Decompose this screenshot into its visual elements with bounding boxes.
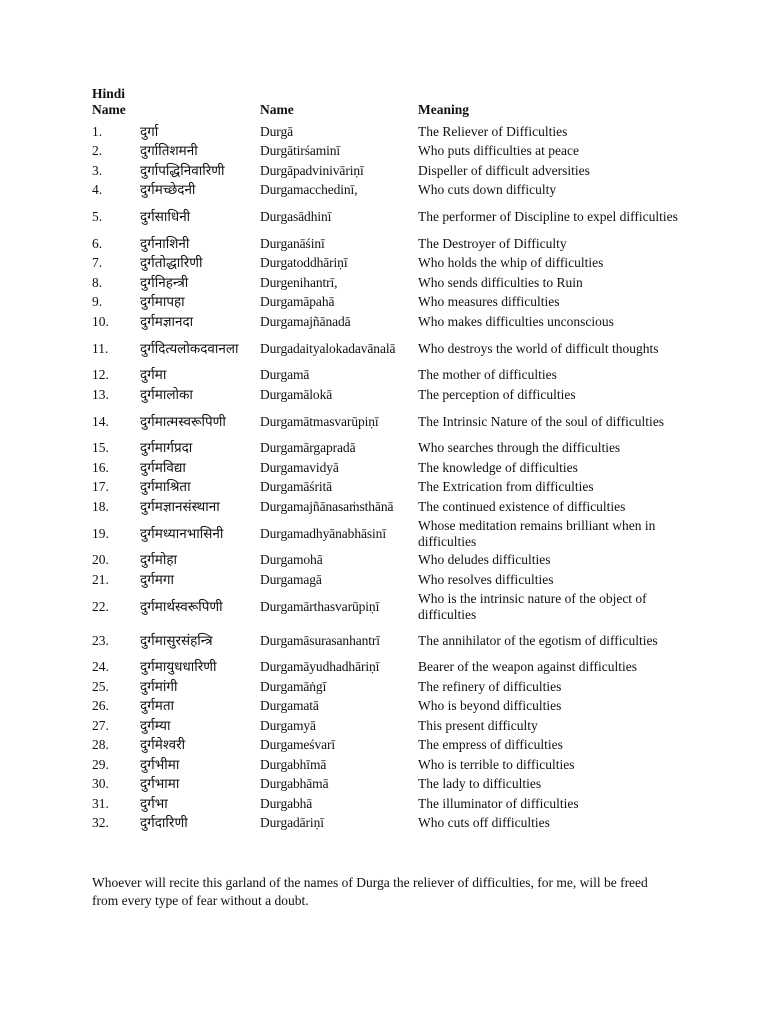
- table-row: [92, 254, 682, 274]
- row-number: 16.: [92, 459, 109, 475]
- hindi-name: दुर्गदारिणी: [140, 815, 188, 832]
- transliterated-name: Durgamā: [260, 367, 310, 383]
- hindi-name: दुर्गमविद्या: [140, 459, 186, 476]
- hindi-name: दुर्गमता: [140, 698, 175, 715]
- hindi-name: दुर्गमज्ञानसंस्थाना: [140, 498, 220, 515]
- meaning: The performer of Discipline to expel difficulties: [418, 209, 678, 224]
- row-number: 15.: [92, 440, 109, 456]
- table-row: [92, 736, 682, 756]
- table-row: [92, 332, 682, 366]
- hindi-name: दुर्गदित्यलोकदवानला: [140, 340, 239, 357]
- hindi-name: दुर्गमध्यानभासिनी: [140, 525, 224, 542]
- closing-note: Whoever will recite this garland of the names of Durga the reliever of difficulties, for me, will be freed from every type of fear without a doubt.: [92, 874, 648, 908]
- transliterated-name: Durgamāṅgī: [260, 678, 327, 694]
- hindi-name: दुर्गापद्धिनिवारिणी: [140, 162, 225, 179]
- row-number: 30.: [92, 776, 109, 792]
- hindi-name: दुर्गमासुरसंहन्त्रि: [140, 632, 213, 649]
- meaning: Bearer of the weapon against difficulties: [418, 659, 638, 675]
- table-row: [92, 590, 682, 624]
- meaning: Dispeller of difficult adversities: [418, 162, 590, 178]
- transliterated-name: Durgamatā: [260, 698, 319, 714]
- table-row: [92, 697, 682, 717]
- meaning: Who is the intrinsic nature of the object of difficulties: [418, 590, 647, 622]
- transliterated-name: Durgabhāmā: [260, 776, 329, 792]
- transliterated-name: Durgameśvarī: [260, 737, 336, 753]
- table-row: [92, 794, 682, 814]
- meaning: The Extrication from difficulties: [418, 479, 594, 495]
- meaning: Who makes difficulties unconscious: [418, 313, 614, 329]
- transliterated-name: Durgamāyudhadhāriṇī: [260, 659, 380, 675]
- table-body: [92, 122, 682, 833]
- row-number: 23.: [92, 632, 109, 648]
- meaning: The perception of difficulties: [418, 386, 576, 402]
- row-number: 11.: [92, 340, 109, 356]
- hindi-name: दुर्गमज्ञानदा: [140, 313, 194, 330]
- meaning: The mother of difficulties: [418, 367, 557, 383]
- header-name: Name: [260, 102, 294, 117]
- meaning: Who searches through the difficulties: [418, 440, 621, 456]
- transliterated-name: Durgā: [260, 123, 293, 139]
- hindi-name: दुर्गभामा: [140, 776, 180, 793]
- hindi-name: दुर्गतोद्धारिणी: [140, 255, 203, 272]
- meaning: Who deludes difficulties: [418, 552, 551, 568]
- table-row: [92, 677, 682, 697]
- table-row: [92, 181, 682, 201]
- row-number: 10.: [92, 313, 109, 329]
- table-header: [92, 86, 682, 122]
- table-row: [92, 366, 682, 386]
- transliterated-name: Durgamāsurasanhantrī: [260, 632, 380, 648]
- table-row: [92, 458, 682, 478]
- meaning: The Destroyer of Difficulty: [418, 235, 567, 251]
- hindi-name: दुर्गमाश्रिता: [140, 479, 191, 496]
- table-row: [92, 551, 682, 571]
- table-row: [92, 497, 682, 517]
- meaning: Who holds the whip of difficulties: [418, 255, 604, 271]
- row-number: 9.: [92, 294, 103, 310]
- meaning: Who puts difficulties at peace: [418, 143, 579, 159]
- hindi-name: दुर्गमगा: [140, 571, 174, 588]
- meaning: Who resolves difficulties: [418, 571, 554, 587]
- table-row: [92, 161, 682, 181]
- transliterated-name: Durgamārgapradā: [260, 440, 356, 456]
- transliterated-name: Durgamavidyā: [260, 459, 339, 475]
- meaning: The refinery of difficulties: [418, 678, 562, 694]
- table-row: [92, 312, 682, 332]
- meaning: Whose meditation remains brilliant when in difficulties: [418, 517, 656, 549]
- row-number: 14.: [92, 413, 109, 429]
- table-row: [92, 234, 682, 254]
- meaning: Who measures difficulties: [418, 294, 560, 310]
- table-row: [92, 624, 682, 658]
- meaning: Who is terrible to difficulties: [418, 756, 575, 772]
- row-number: 19.: [92, 525, 109, 541]
- meaning: The empress of difficulties: [418, 737, 563, 753]
- transliterated-name: Durgatoddhāriṇī: [260, 255, 348, 271]
- table-row: [92, 658, 682, 678]
- meaning: Who cuts off difficulties: [418, 815, 550, 831]
- table-row: [92, 716, 682, 736]
- row-number: 1.: [92, 123, 103, 139]
- transliterated-name: Durgamāpahā: [260, 294, 335, 310]
- row-number: 24.: [92, 659, 109, 675]
- hindi-name: दुर्गातिशमनी: [140, 143, 198, 160]
- meaning: Who sends difficulties to Ruin: [418, 274, 583, 290]
- table-row: [92, 122, 682, 142]
- row-number: 26.: [92, 698, 109, 714]
- hindi-name: दुर्गभीमा: [140, 756, 180, 773]
- hindi-name: दुर्गमा: [140, 367, 167, 384]
- table-row: [92, 775, 682, 795]
- meaning: Who is beyond difficulties: [418, 698, 562, 714]
- meaning: The Intrinsic Nature of the soul of difficulties: [418, 413, 665, 429]
- row-number: 5.: [92, 209, 103, 224]
- hindi-name: दुर्गमार्थस्वरूपिणी: [140, 598, 223, 615]
- meaning: The continued existence of difficulties: [418, 498, 626, 514]
- transliterated-name: Durgamātmasvarūpiṇī: [260, 413, 379, 429]
- hindi-name: दुर्गमापहा: [140, 294, 185, 311]
- table-row: [92, 200, 682, 234]
- hindi-name: दुर्गभा: [140, 795, 168, 812]
- row-number: 29.: [92, 756, 109, 772]
- table-row: [92, 405, 682, 439]
- transliterated-name: Durgamajñānadā: [260, 313, 351, 329]
- hindi-name: दुर्गमेश्वरी: [140, 737, 186, 754]
- row-number: 27.: [92, 717, 109, 733]
- table-row: [92, 755, 682, 775]
- transliterated-name: Durgadāriṇī: [260, 815, 324, 831]
- transliterated-name: Durgamadhyānabhāsinī: [260, 525, 386, 541]
- header-meaning: Meaning: [418, 102, 470, 117]
- hindi-name: दुर्गसाधिनी: [140, 209, 191, 225]
- meaning: The annihilator of the egotism of difficulties: [418, 632, 658, 648]
- row-number: 20.: [92, 552, 109, 568]
- table-row: [92, 478, 682, 498]
- transliterated-name: Durgadaityalokadavānalā: [260, 340, 396, 356]
- transliterated-name: Durgabhā: [260, 795, 313, 811]
- transliterated-name: Durgamajñānasaṁsthānā: [260, 498, 394, 514]
- meaning: This present difficulty: [418, 717, 538, 733]
- hindi-name: दुर्गमार्गप्रदा: [140, 440, 193, 457]
- hindi-name: दुर्गनिहन्त्री: [140, 274, 189, 291]
- meaning: Who cuts down difficulty: [418, 182, 557, 198]
- table-row: [92, 385, 682, 405]
- hindi-name: दुर्गम्या: [140, 717, 171, 734]
- meaning: Who destroys the world of difficult thoughts: [418, 340, 659, 356]
- row-number: 13.: [92, 386, 109, 402]
- hindi-name: दुर्गमालोका: [140, 386, 193, 403]
- row-number: 32.: [92, 815, 109, 831]
- transliterated-name: Durgamagā: [260, 571, 322, 587]
- transliterated-name: Durganāśinī: [260, 235, 325, 251]
- hindi-name: दुर्गनाशिनी: [140, 235, 190, 252]
- hindi-name: दुर्गमच्छेदनी: [140, 182, 196, 199]
- table-row: [92, 142, 682, 162]
- hindi-name: दुर्गमायुधधारिणी: [140, 659, 217, 676]
- row-number: 31.: [92, 795, 109, 811]
- table-row: [92, 814, 682, 834]
- meaning: The lady to difficulties: [418, 776, 542, 792]
- transliterated-name: Durgenihantrī,: [260, 274, 338, 290]
- transliterated-name: Durgabhīmā: [260, 756, 327, 772]
- hindi-name: दुर्गा: [140, 123, 159, 140]
- row-number: 17.: [92, 479, 109, 495]
- table-row: [92, 439, 682, 459]
- transliterated-name: Durgātirśaminī: [260, 143, 341, 159]
- row-number: 4.: [92, 182, 103, 198]
- row-number: 21.: [92, 571, 109, 587]
- row-number: 7.: [92, 255, 103, 271]
- row-number: 3.: [92, 162, 103, 178]
- transliterated-name: Durgasādhinī: [260, 209, 332, 224]
- row-number: 2.: [92, 143, 103, 159]
- header-hindi-name: Hindi Name: [92, 86, 126, 117]
- transliterated-name: Durgamacchedinī,: [260, 182, 358, 198]
- transliterated-name: Durgamyā: [260, 717, 316, 733]
- row-number: 25.: [92, 678, 109, 694]
- table-row: [92, 570, 682, 590]
- names-table: [92, 86, 682, 833]
- table-row: [92, 273, 682, 293]
- header-name-blank: [140, 86, 260, 122]
- transliterated-name: Durgamāśritā: [260, 479, 333, 495]
- hindi-name: दुर्गमोहा: [140, 552, 178, 569]
- meaning: The Reliever of Difficulties: [418, 123, 568, 139]
- hindi-name: दुर्गमांगी: [140, 678, 178, 695]
- row-number: 22.: [92, 598, 109, 614]
- row-number: 8.: [92, 274, 103, 290]
- transliterated-name: Durgamārthasvarūpiṇī: [260, 598, 380, 614]
- row-number: 18.: [92, 498, 109, 514]
- transliterated-name: Durgamālokā: [260, 386, 333, 402]
- meaning: The knowledge of difficulties: [418, 459, 578, 475]
- row-number: 12.: [92, 367, 109, 383]
- row-number: 28.: [92, 737, 109, 753]
- transliterated-name: Durgāpadvinivāriṇī: [260, 162, 364, 178]
- row-number: 6.: [92, 235, 103, 251]
- hindi-name: दुर्गमात्मस्वरूपिणी: [140, 413, 226, 430]
- transliterated-name: Durgamohā: [260, 552, 323, 568]
- table-row: [92, 293, 682, 313]
- meaning: The illuminator of difficulties: [418, 795, 579, 811]
- table-row: [92, 517, 682, 551]
